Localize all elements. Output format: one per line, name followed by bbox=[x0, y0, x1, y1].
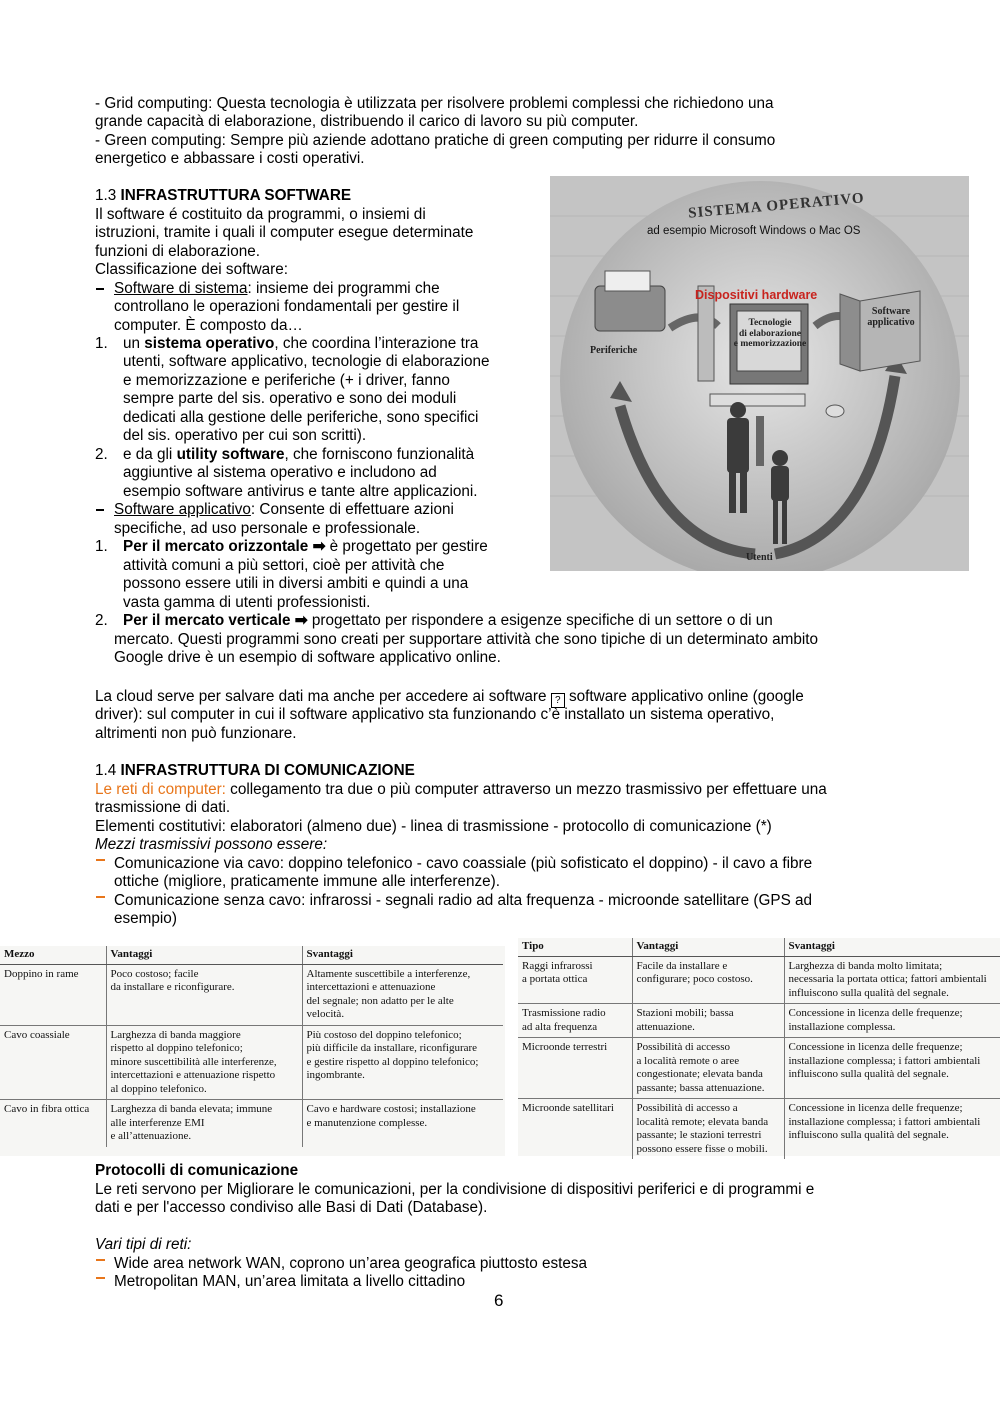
section-1-3-heading: 1.3 INFRASTRUTTURA SOFTWARE bbox=[95, 187, 352, 204]
hardware-label: Dispositivi hardware bbox=[695, 288, 818, 302]
os-line-4: sempre parte del sis. operativo e sono dei moduli bbox=[123, 390, 457, 407]
man-item: Metropolitan MAN, un’area limitata a livello cittadino bbox=[114, 1273, 466, 1290]
utility-line-2: aggiuntive al sistema operativo e includono ad bbox=[123, 464, 437, 481]
table-row bbox=[0, 1025, 503, 1100]
horizontal-market-line-1: Per il mercato orizzontale ➡ è progettato per gestire bbox=[123, 538, 488, 555]
tech-label: Tecnologie di elaborazione e memorizzazione bbox=[733, 318, 807, 349]
table-cell: Cavo coassiale bbox=[0, 1025, 106, 1100]
wireless-line-2: esempio) bbox=[114, 910, 177, 927]
table-cell: Microonde satellitari bbox=[522, 1102, 614, 1114]
vertical-market-line-1: Per il mercato verticale ➡ progettato per rispondere a esigenze specifiche di un settore o di un bbox=[123, 612, 773, 629]
bullet-dash bbox=[96, 288, 104, 290]
table-row bbox=[518, 1004, 1000, 1038]
list-number: 2. bbox=[95, 612, 108, 629]
network-types-heading: Vari tipi di reti: bbox=[95, 1236, 192, 1253]
table-cell: Doppino in rame bbox=[0, 964, 106, 1025]
orange-bullet bbox=[96, 896, 105, 898]
os-line-3: e memorizzazione e periferiche (+ i driver, fanno bbox=[123, 372, 450, 389]
os-line-5: dedicati alla gestione delle periferiche, sono specifici bbox=[123, 409, 479, 426]
os-line-6: del sis. operativo per cui son scritti). bbox=[123, 427, 367, 444]
list-number: 2. bbox=[95, 446, 108, 463]
network-elements: Elementi costitutivi: elaboratori (almeno due) - linea di trasmissione - protocollo di comunicazione (*) bbox=[95, 818, 772, 835]
table-cell: Concessione in licenza delle frequenze; installazione complessa; i fattori ambientali influiscono sulla qualità del segnale. bbox=[784, 1099, 1000, 1160]
cloud-line-2: driver): sul computer in cui il software applicativo sta funzionando c’è installato un sistema operativo, bbox=[95, 706, 775, 723]
table-cell: Più costoso del doppino telefonico; più difficile da installare, riconfigurare e gestire rispetto al doppino telefonico; ingombrante. bbox=[302, 1025, 503, 1100]
table-header: Svantaggi bbox=[302, 946, 503, 964]
figure-title: SISTEMA OPERATIVO bbox=[687, 190, 866, 222]
wired-media-table-scan bbox=[0, 946, 505, 1156]
os-line-1: un sistema operativo, che coordina l’interazione tra bbox=[123, 335, 479, 352]
wired-line-1: Comunicazione via cavo: doppino telefonico - cavo coassiale (più sofisticato el doppino) - il cavo a fibre bbox=[114, 855, 813, 872]
green-computing-line-1: - Green computing: Sempre più aziende adottano pratiche di green computing per ridurre il consumo bbox=[95, 132, 776, 149]
table-header: Svantaggi bbox=[784, 938, 1000, 956]
grid-computing-line-2: grande capacità di elaborazione, distribuendo il carico di lavoro su più computer. bbox=[95, 113, 639, 130]
table-header: Tipo bbox=[518, 938, 632, 956]
orange-bullet bbox=[96, 1277, 105, 1279]
wired-media-table bbox=[0, 946, 503, 1147]
application-software-line-2: specifiche, ad uso personale e professionale. bbox=[114, 520, 421, 537]
application-software-line-1: Software applicativo: Consente di effettuare azioni bbox=[114, 501, 454, 518]
wireless-media-table bbox=[518, 938, 1000, 1159]
horizontal-market-line-4: vasta gamma di utenti professionisti. bbox=[123, 594, 371, 611]
system-software-line-3: computer. È composto da… bbox=[114, 317, 303, 334]
table-header: Vantaggi bbox=[106, 946, 302, 964]
table-cell: Possibilità di accesso a località remote; elevata banda passante; le stazioni terrestri possono essere fisse o mobili. bbox=[632, 1099, 784, 1160]
table-row bbox=[0, 1100, 503, 1147]
table-cell: Microonde terrestri bbox=[518, 1038, 632, 1099]
table-cell: Larghezza di banda molto limitata; necessaria la portata ottica; fattori ambientali influiscono sulla qualità del segnale. bbox=[784, 956, 1000, 1004]
page-number: 6 bbox=[494, 1291, 504, 1310]
vertical-market-line-3: Google drive è un esempio di software applicativo online. bbox=[114, 649, 501, 666]
software-def-2: istruzioni, tramite i quali il computer esegue determinate bbox=[95, 224, 474, 241]
system-software-line-2: controllano le operazioni fondamentali per gestire il bbox=[114, 298, 460, 315]
table-header: Mezzo bbox=[0, 946, 106, 964]
table-cell: Raggi infrarossi a portata ottica bbox=[518, 956, 632, 1004]
cloud-line-1: La cloud serve per salvare dati ma anche per accedere ai software ? software applicativo online (google bbox=[95, 688, 804, 706]
transmission-media-heading: Mezzi trasmissivi possono essere: bbox=[95, 836, 328, 853]
utility-line-1: e da gli utility software, che forniscono funzionalità bbox=[123, 446, 475, 463]
section-1-4-heading: 1.4 INFRASTRUTTURA DI COMUNICAZIONE bbox=[95, 762, 415, 779]
orange-bullet bbox=[96, 1259, 105, 1261]
grid-computing-line-1: - Grid computing: Questa tecnologia è utilizzata per risolvere problemi complessi che richiedono una bbox=[95, 95, 774, 112]
wan-item: Wide area network WAN, coprono un’area geografica piuttosto estesa bbox=[114, 1255, 588, 1272]
networks-line-2: trasmissione di dati. bbox=[95, 799, 231, 816]
system-software-line-1: Software di sistema: insieme dei programmi che bbox=[114, 280, 440, 297]
table-cell: Cavo in fibra ottica bbox=[4, 1103, 90, 1115]
vertical-market-line-2: mercato. Questi programmi sono creati per supportare attività che sono tipiche di un determinato ambito bbox=[114, 631, 819, 648]
orange-bullet bbox=[96, 859, 105, 861]
users-label: Utenti bbox=[746, 552, 773, 563]
wired-line-2: ottiche (migliore, praticamente immune alle interferenze). bbox=[114, 873, 500, 890]
table-header: Vantaggi bbox=[632, 938, 784, 956]
table-row bbox=[518, 1099, 1000, 1160]
table-cell: Trasmissione radio ad alta frequenza bbox=[518, 1004, 632, 1038]
missing-glyph-box: ? bbox=[551, 693, 565, 708]
wireless-media-table-scan bbox=[518, 938, 1000, 1156]
table-cell: Concessione in licenza delle frequenze; installazione complessa; i fattori ambientali influiscono sulla qualità del segnale. bbox=[784, 1038, 1000, 1099]
figure-subtitle: ad esempio Microsoft Windows o Mac OS bbox=[647, 225, 861, 237]
table-cell: Concessione in licenza delle frequenze; installazione complessa. bbox=[784, 1004, 1000, 1038]
bullet-dash bbox=[96, 509, 104, 511]
list-number: 1. bbox=[95, 335, 108, 352]
application-software-label: Software applicativo bbox=[867, 306, 915, 328]
table-cell: Poco costoso; facile da installare e riconfigurare. bbox=[106, 964, 302, 1025]
table-cell: Larghezza di banda elevata; immune alle interferenze EMI e all’attenuazione. bbox=[106, 1100, 302, 1147]
table-row bbox=[518, 1038, 1000, 1099]
operating-system-diagram bbox=[550, 176, 969, 571]
table-cell: Stazioni mobili; bassa attenuazione. bbox=[632, 1004, 784, 1038]
table-cell: Altamente suscettibile a interferenze, intercettazioni e attenuazione del segnale; non adatto per le alte velocità. bbox=[302, 964, 503, 1025]
software-def-1: Il software é costituito da programmi, o insiemi di bbox=[95, 206, 426, 223]
protocols-line-2: dati e per l'accesso condiviso alle Basi di Dati (Database). bbox=[95, 1199, 488, 1216]
table-cell: Cavo e hardware costosi; installazione e manutenzione complesse. bbox=[302, 1100, 503, 1147]
list-number: 1. bbox=[95, 538, 108, 555]
horizontal-market-line-2: attività comuni a più settori, cioè per attività che bbox=[123, 557, 445, 574]
wireless-line-1: Comunicazione senza cavo: infrarossi - segnali radio ad alta frequenza - microonde satellitare (GPS ad bbox=[114, 892, 813, 909]
table-row bbox=[0, 964, 503, 1025]
cloud-line-3: altrimenti non può funzionare. bbox=[95, 725, 297, 742]
table-row bbox=[518, 956, 1000, 1004]
utility-line-3: esempio software antivirus e tante altre applicazioni. bbox=[123, 483, 478, 500]
horizontal-market-line-3: possono essere utili in diversi ambiti e quindi a una bbox=[123, 575, 469, 592]
protocols-heading: Protocolli di comunicazione bbox=[95, 1162, 299, 1179]
software-def-3: funzioni di elaborazione. bbox=[95, 243, 260, 260]
protocols-line-1: Le reti servono per Migliorare le comunicazioni, per la condivisione di dispositivi periferici e di programmi e bbox=[95, 1181, 815, 1198]
green-computing-line-2: energetico e abbassare i costi operativi. bbox=[95, 150, 365, 167]
software-classification: Classificazione dei software: bbox=[95, 261, 288, 278]
peripherals-label: Periferiche bbox=[590, 345, 638, 356]
table-cell: Facile da installare e configurare; poco costoso. bbox=[632, 956, 784, 1004]
os-line-2: utenti, software applicativo, tecnologie di elaborazione bbox=[123, 353, 490, 370]
table-cell: Larghezza di banda maggiore rispetto al doppino telefonico; minore suscettibilità alle interferenze, intercettazioni e attenuazione rispetto al doppino telefonico. bbox=[106, 1025, 302, 1100]
networks-line-1: Le reti di computer: collegamento tra due o più computer attraverso un mezzo trasmissivo per effettuare una bbox=[95, 781, 827, 798]
table-cell: Possibilità di accesso a località remote o aree congestionate; elevata banda passante; bassa attenuazione. bbox=[632, 1038, 784, 1099]
